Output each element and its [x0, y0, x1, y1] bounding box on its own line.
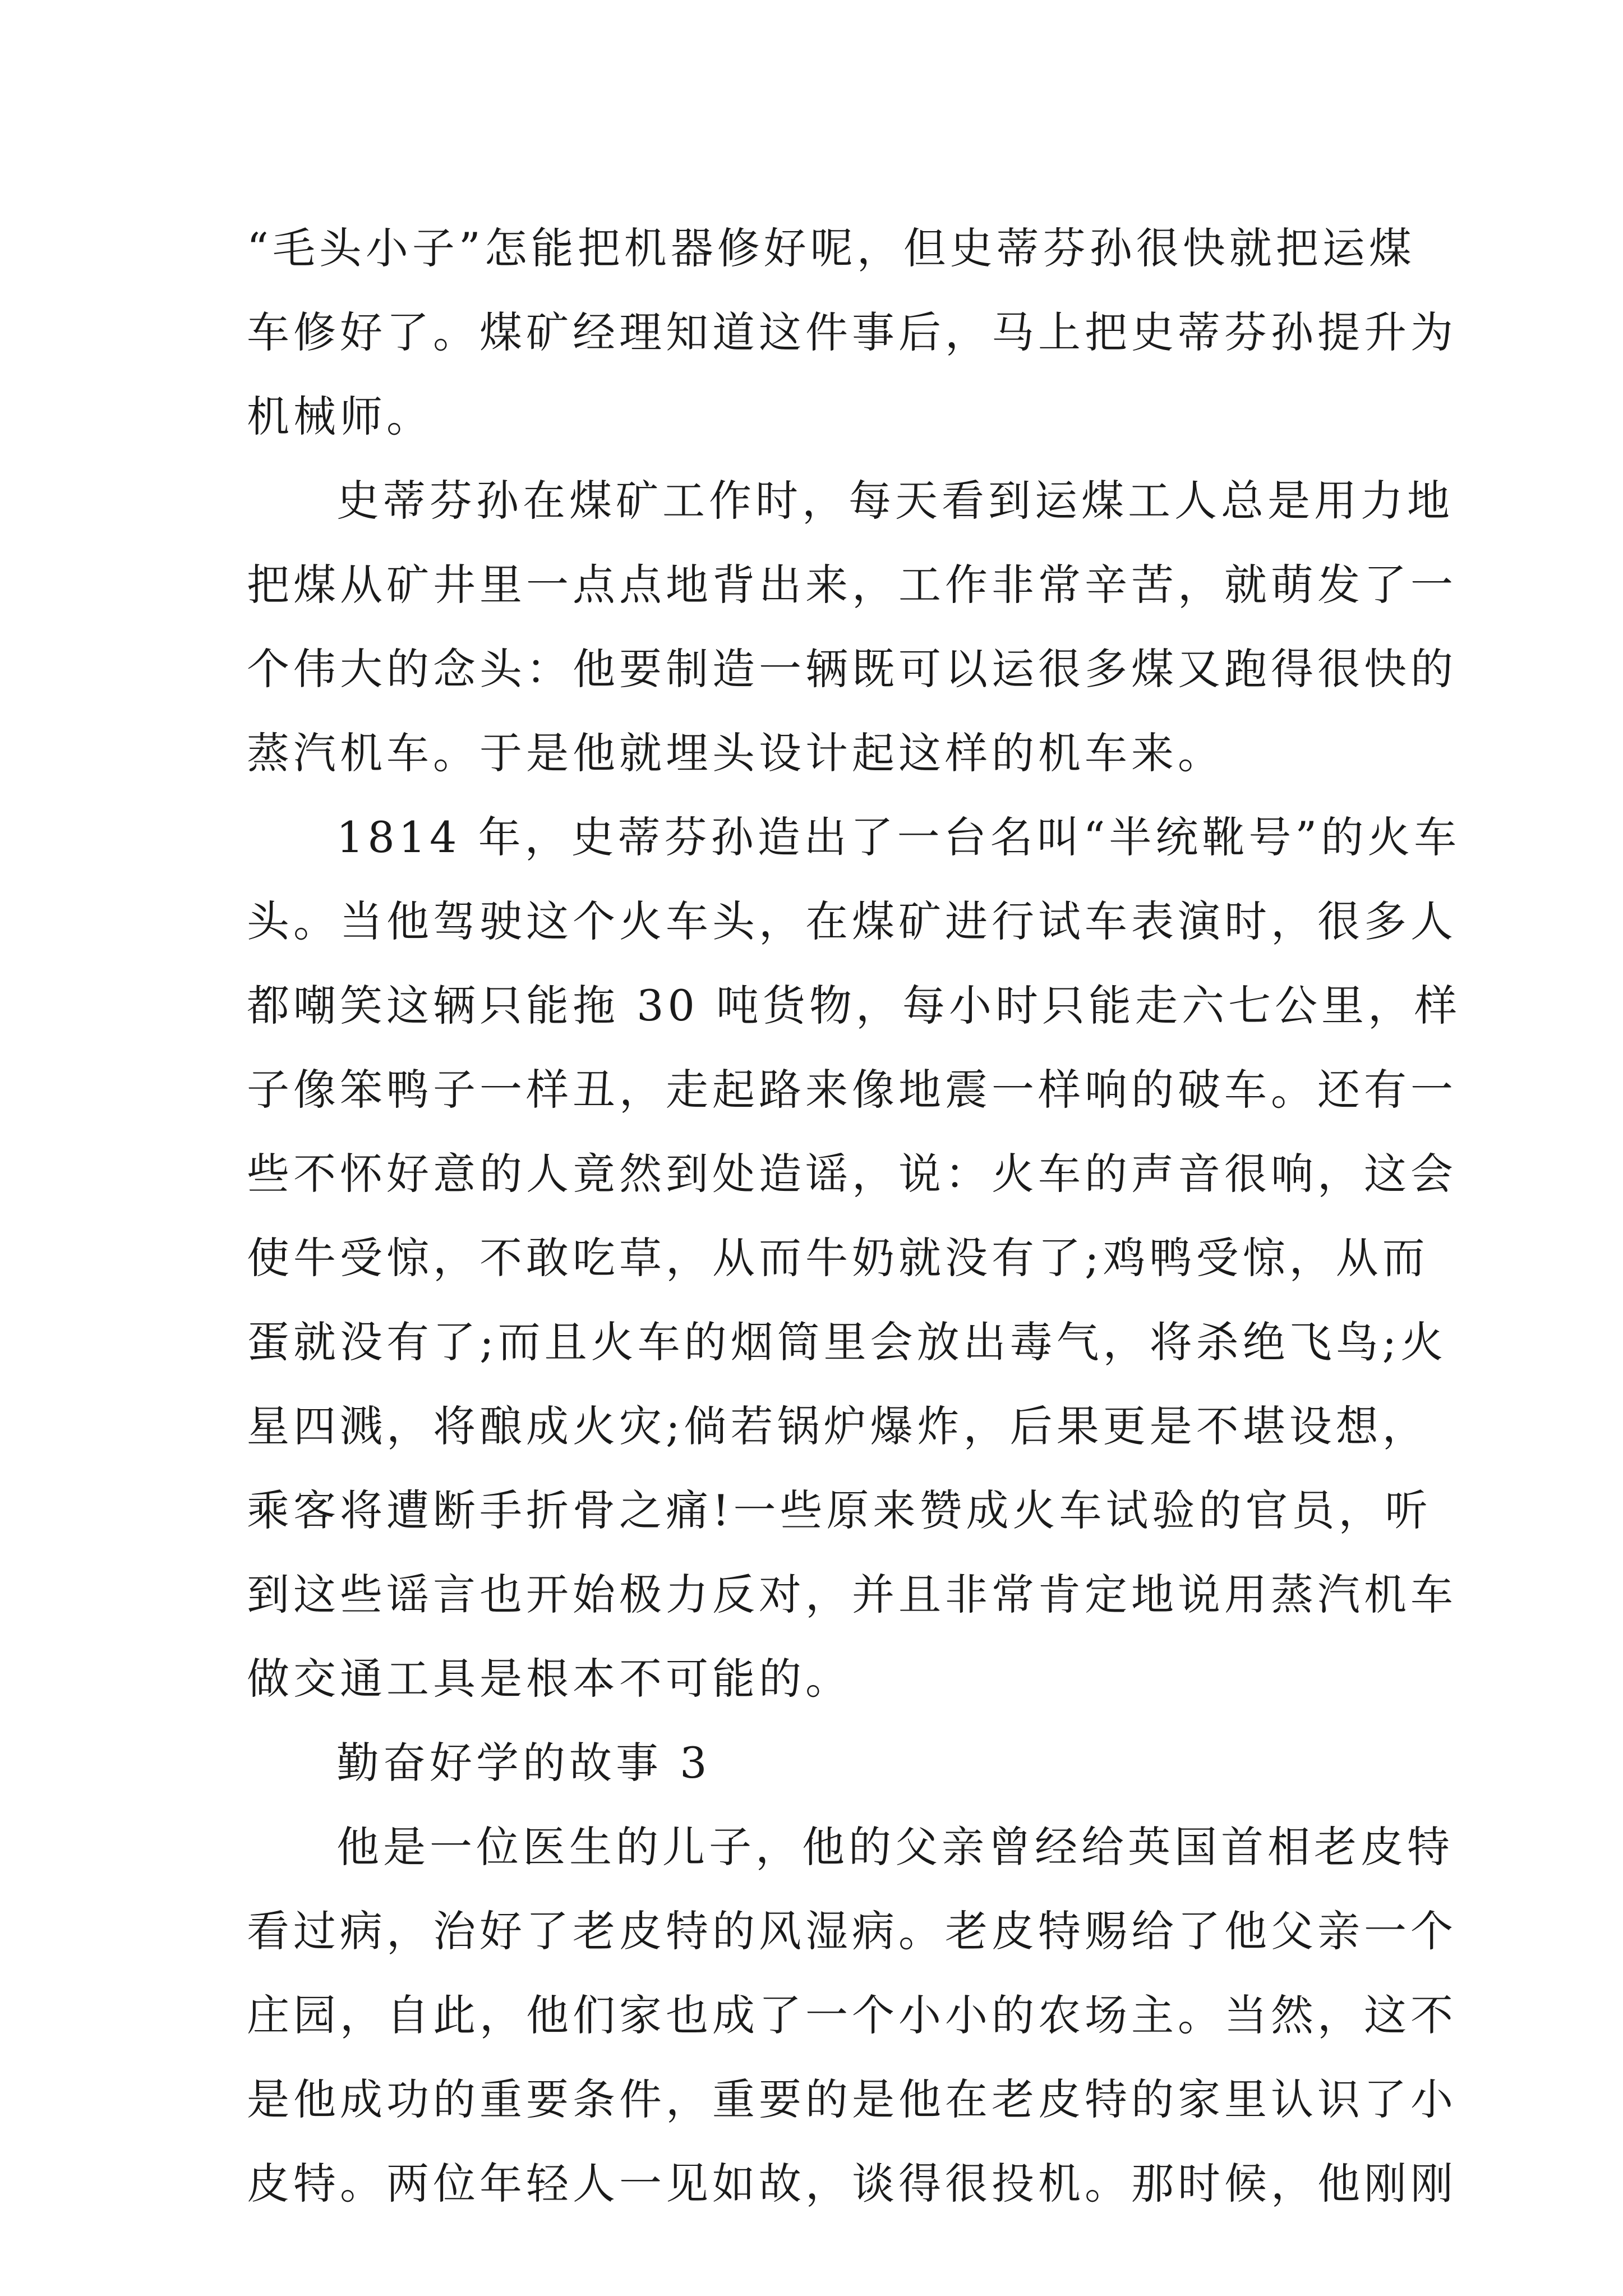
text-line: 蛋就没有了;而且火车的烟筒里会放出毒气，将杀绝飞鸟;火 — [247, 1317, 1447, 1367]
text-line: “毛头小子”怎能把机器修好呢，但史蒂芬孙很快就把运煤 — [247, 223, 1415, 273]
section-heading: 勤奋好学的故事 3 — [336, 1738, 711, 1788]
text-line: 把煤从矿井里一点点地背出来，工作非常辛苦，就萌发了一 — [247, 560, 1457, 610]
text-line: 做交通工具是根本不可能的。 — [247, 1654, 852, 1704]
text-line: 蒸汽机车。于是他就埋头设计起这样的机车来。 — [247, 728, 1224, 778]
body-text — [247, 206, 1461, 2226]
text-line: 车修好了。煤矿经理知道这件事后，马上把史蒂芬孙提升为 — [247, 307, 1457, 357]
text-line: 皮特。两位年轻人一见如故，谈得很投机。那时候，他刚刚 — [247, 2159, 1457, 2208]
text-line: 子像笨鸭子一样丑，走起路来像地震一样响的破车。还有一 — [247, 1065, 1457, 1115]
text-line: 乘客将遭断手折骨之痛!一些原来赞成火车试验的官员，听 — [247, 1485, 1432, 1535]
paragraph-first-line: 1814 年，史蒂芬孙造出了一台名叫“半统靴号”的火车 — [336, 812, 1461, 862]
text-line: 头。当他驾驶这个火车头，在煤矿进行试车表演时，很多人 — [247, 896, 1457, 946]
text-line: 庄园，自此，他们家也成了一个小小的农场主。当然，这不 — [247, 1990, 1457, 2040]
text-line: 个伟大的念头：他要制造一辆既可以运很多煤又跑得很快的 — [247, 644, 1457, 694]
text-line: 星四溅，将酿成火灾;倘若锅炉爆炸，后果更是不堪设想， — [247, 1401, 1429, 1451]
text-line: 些不怀好意的人竟然到处造谣，说：火车的声音很响，这会 — [247, 1149, 1457, 1199]
paragraph-first-line: 他是一位医生的儿子，他的父亲曾经给英国首相老皮特 — [336, 1822, 1454, 1872]
text-line: 是他成功的重要条件，重要的是他在老皮特的家里认识了小 — [247, 2074, 1457, 2124]
text-line: 都嘲笑这辆只能拖 30 吨货物，每小时只能走六七公里，样 — [247, 981, 1461, 1030]
paragraph-first-line: 史蒂芬孙在煤矿工作时，每天看到运煤工人总是用力地 — [336, 476, 1454, 526]
text-line: 机械师。 — [247, 392, 433, 441]
text-line: 看过病，治好了老皮特的风湿病。老皮特赐给了他父亲一个 — [247, 1906, 1457, 1956]
text-line: 使牛受惊，不敢吃草，从而牛奶就没有了;鸡鸭受惊，从而 — [247, 1233, 1429, 1283]
text-line: 到这些谣言也开始极力反对，并且非常肯定地说用蒸汽机车 — [247, 1570, 1457, 1619]
